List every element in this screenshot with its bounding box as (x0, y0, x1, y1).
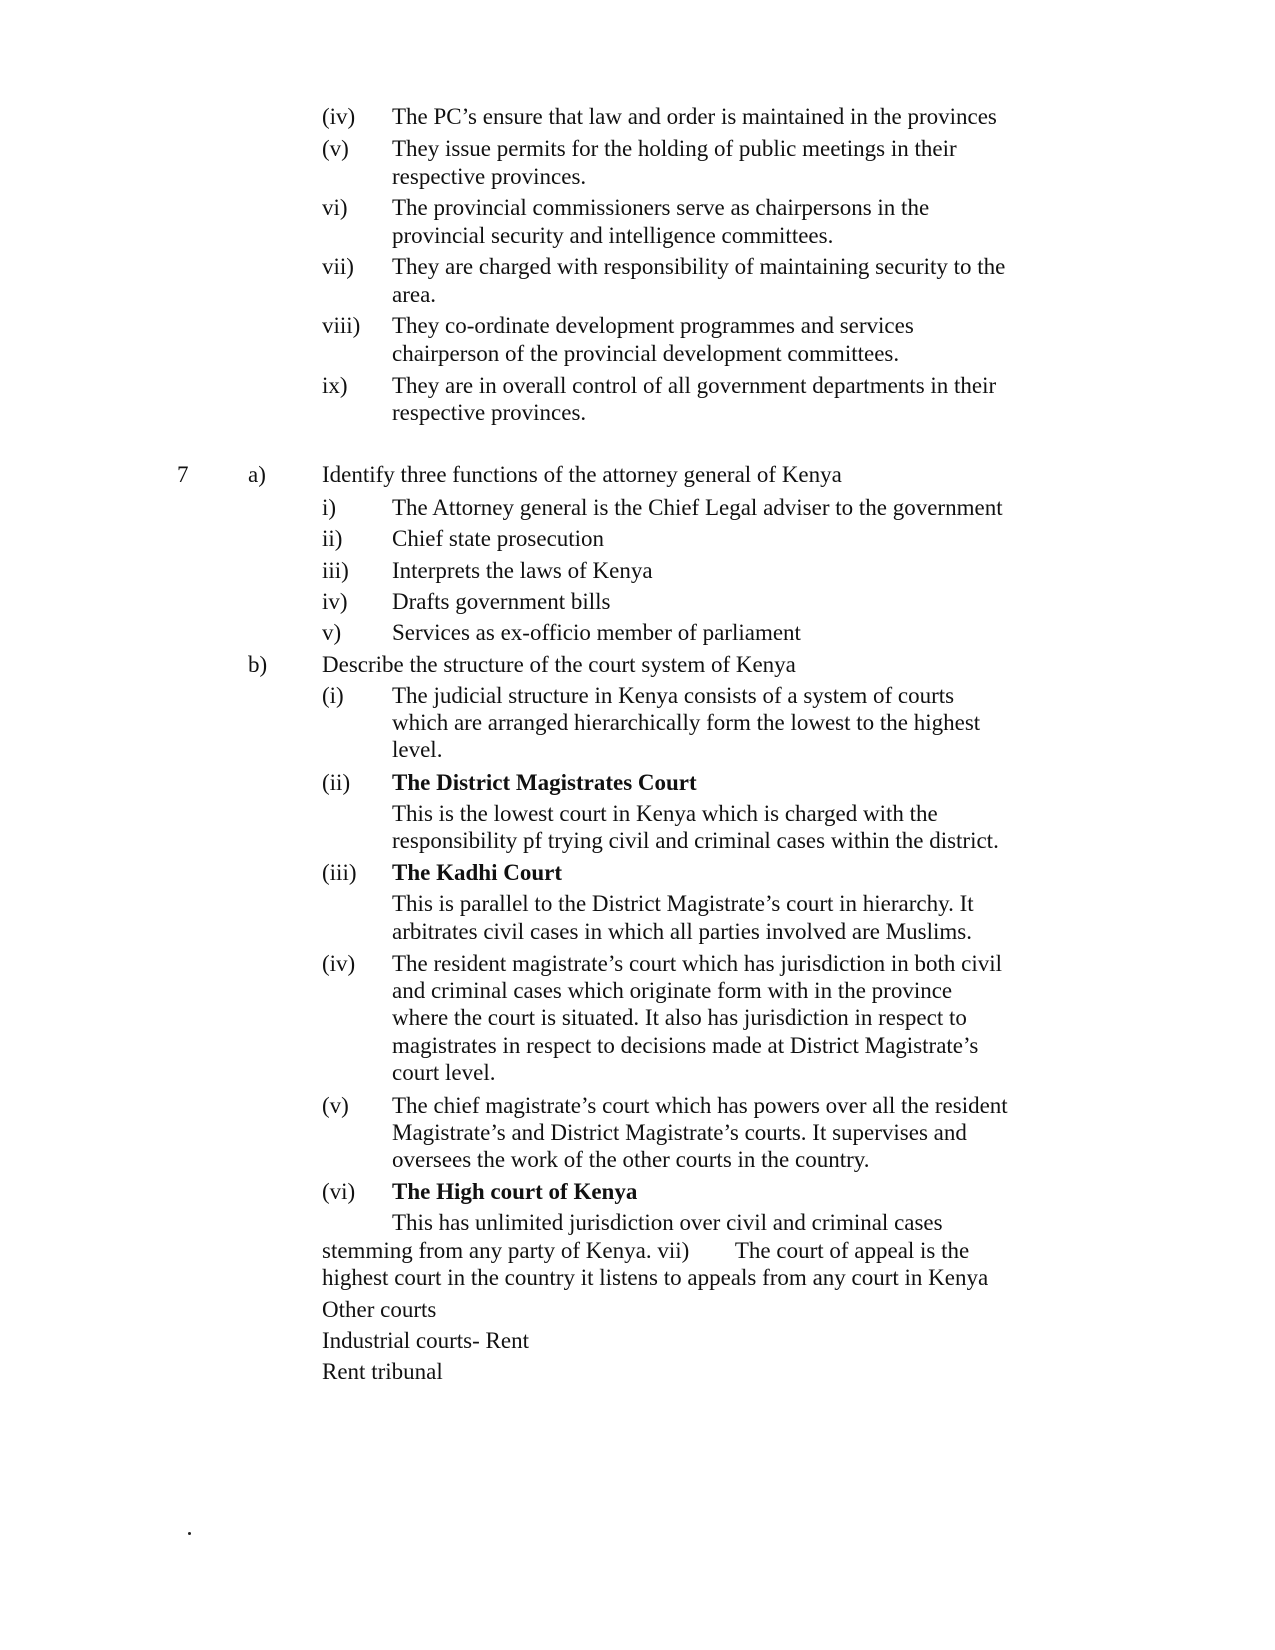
cont-ix-label: ix) (322, 373, 348, 398)
q7b-iv-text-3: where the court is situated. It also has jurisdiction in respect to (392, 1005, 967, 1030)
q7b-ii-text-2: responsibility pf trying civil and criminal cases within the district. (392, 828, 999, 853)
q7a-label: a) (248, 462, 266, 487)
cont-v-label: (v) (322, 136, 349, 161)
q7b-iv-text-4: magistrates in respect to decisions made at District Magistrate’s (392, 1033, 979, 1058)
q7a-iii-label: iii) (322, 558, 349, 583)
stray-dot (188, 1532, 191, 1535)
q7b-iii-heading: The Kadhi Court (392, 860, 562, 885)
cont-iv-label: (iv) (322, 104, 356, 129)
q7a-i-label: i) (322, 495, 337, 520)
cont-vii-label: vii) (322, 254, 354, 279)
q7b-i-text-1: The judicial structure in Kenya consists of a system of courts (392, 683, 955, 708)
q7b-i-text-3: level. (392, 737, 443, 762)
q7a-iv-text: Drafts government bills (392, 589, 611, 614)
q7a-ii-text: Chief state prosecution (392, 526, 605, 551)
q7b-v-label: (v) (322, 1093, 349, 1118)
q7b-iv-text-5: court level. (392, 1060, 496, 1085)
cont-vii-text-1: They are charged with responsibility of maintaining security to the (392, 254, 1006, 279)
cont-viii-text-2: chairperson of the provincial development committees. (392, 341, 900, 366)
other-courts-item-1: Industrial courts- Rent (322, 1328, 529, 1353)
q7b-i-text-2: which are arranged hierarchically form the lowest to the highest (392, 710, 981, 735)
cont-v-text-1: They issue permits for the holding of public meetings in their (392, 136, 957, 161)
q7b-v-text-2: Magistrate’s and District Magistrate’s courts. It supervises and (392, 1120, 967, 1145)
question-number: 7 (177, 462, 189, 487)
q7b-v-text-3: oversees the work of the other courts in the country. (392, 1147, 870, 1172)
cont-vi-label: vi) (322, 195, 348, 220)
q7b-iii-label: (iii) (322, 860, 357, 885)
q7b-ii-heading: The District Magistrates Court (392, 770, 697, 795)
q7b-iii-text-1: This is parallel to the District Magistrate’s court in hierarchy. It (392, 891, 974, 916)
q7a-i-text: The Attorney general is the Chief Legal adviser to the government (392, 495, 1003, 520)
q7b-iv-label: (iv) (322, 951, 356, 976)
q7b-ii-text-1: This is the lowest court in Kenya which is charged with the (392, 801, 938, 826)
q7b-ii-label: (ii) (322, 770, 351, 795)
q7b-v-text-1: The chief magistrate’s court which has powers over all the resident (392, 1093, 1008, 1118)
q7a-v-label: v) (322, 620, 342, 645)
q7a-iv-label: iv) (322, 589, 348, 614)
cont-vi-text-1: The provincial commissioners serve as chairpersons in the (392, 195, 930, 220)
cont-v-text-2: respective provinces. (392, 164, 587, 189)
cont-ix-text-2: respective provinces. (392, 400, 587, 425)
cont-iv-text: The PC’s ensure that law and order is maintained in the provinces (392, 104, 997, 129)
q7b-vi-text-3: highest court in the country it listens to appeals from any court in Kenya (322, 1265, 989, 1290)
q7a-question: Identify three functions of the attorney general of Kenya (322, 462, 842, 487)
q7b-iv-text-2: and criminal cases which originate form with in the province (392, 978, 953, 1003)
q7b-question: Describe the structure of the court system of Kenya (322, 652, 796, 677)
q7b-iv-text-1: The resident magistrate’s court which has jurisdiction in both civil (392, 951, 1003, 976)
q7b-vi-heading: The High court of Kenya (392, 1179, 638, 1204)
q7a-ii-label: ii) (322, 526, 343, 551)
q7b-vi-text-1: This has unlimited jurisdiction over civil and criminal cases (392, 1210, 943, 1235)
q7b-iii-text-2: arbitrates civil cases in which all parties involved are Muslims. (392, 919, 972, 944)
q7b-label: b) (248, 652, 268, 677)
cont-vi-text-2: provincial security and intelligence committees. (392, 223, 834, 248)
q7a-v-text: Services as ex-officio member of parliament (392, 620, 801, 645)
q7b-i-label: (i) (322, 683, 344, 708)
other-courts-heading: Other courts (322, 1297, 437, 1322)
cont-viii-label: viii) (322, 313, 361, 338)
q7a-iii-text: Interprets the laws of Kenya (392, 558, 653, 583)
q7b-vi-label: (vi) (322, 1179, 356, 1204)
cont-viii-text-1: They co-ordinate development programmes and services (392, 313, 914, 338)
other-courts-item-2: Rent tribunal (322, 1359, 443, 1384)
q7b-vi-text-2: stemming from any party of Kenya. vii) The court of appeal is the (322, 1238, 970, 1263)
cont-vii-text-2: area. (392, 282, 437, 307)
cont-ix-text-1: They are in overall control of all government departments in their (392, 373, 997, 398)
